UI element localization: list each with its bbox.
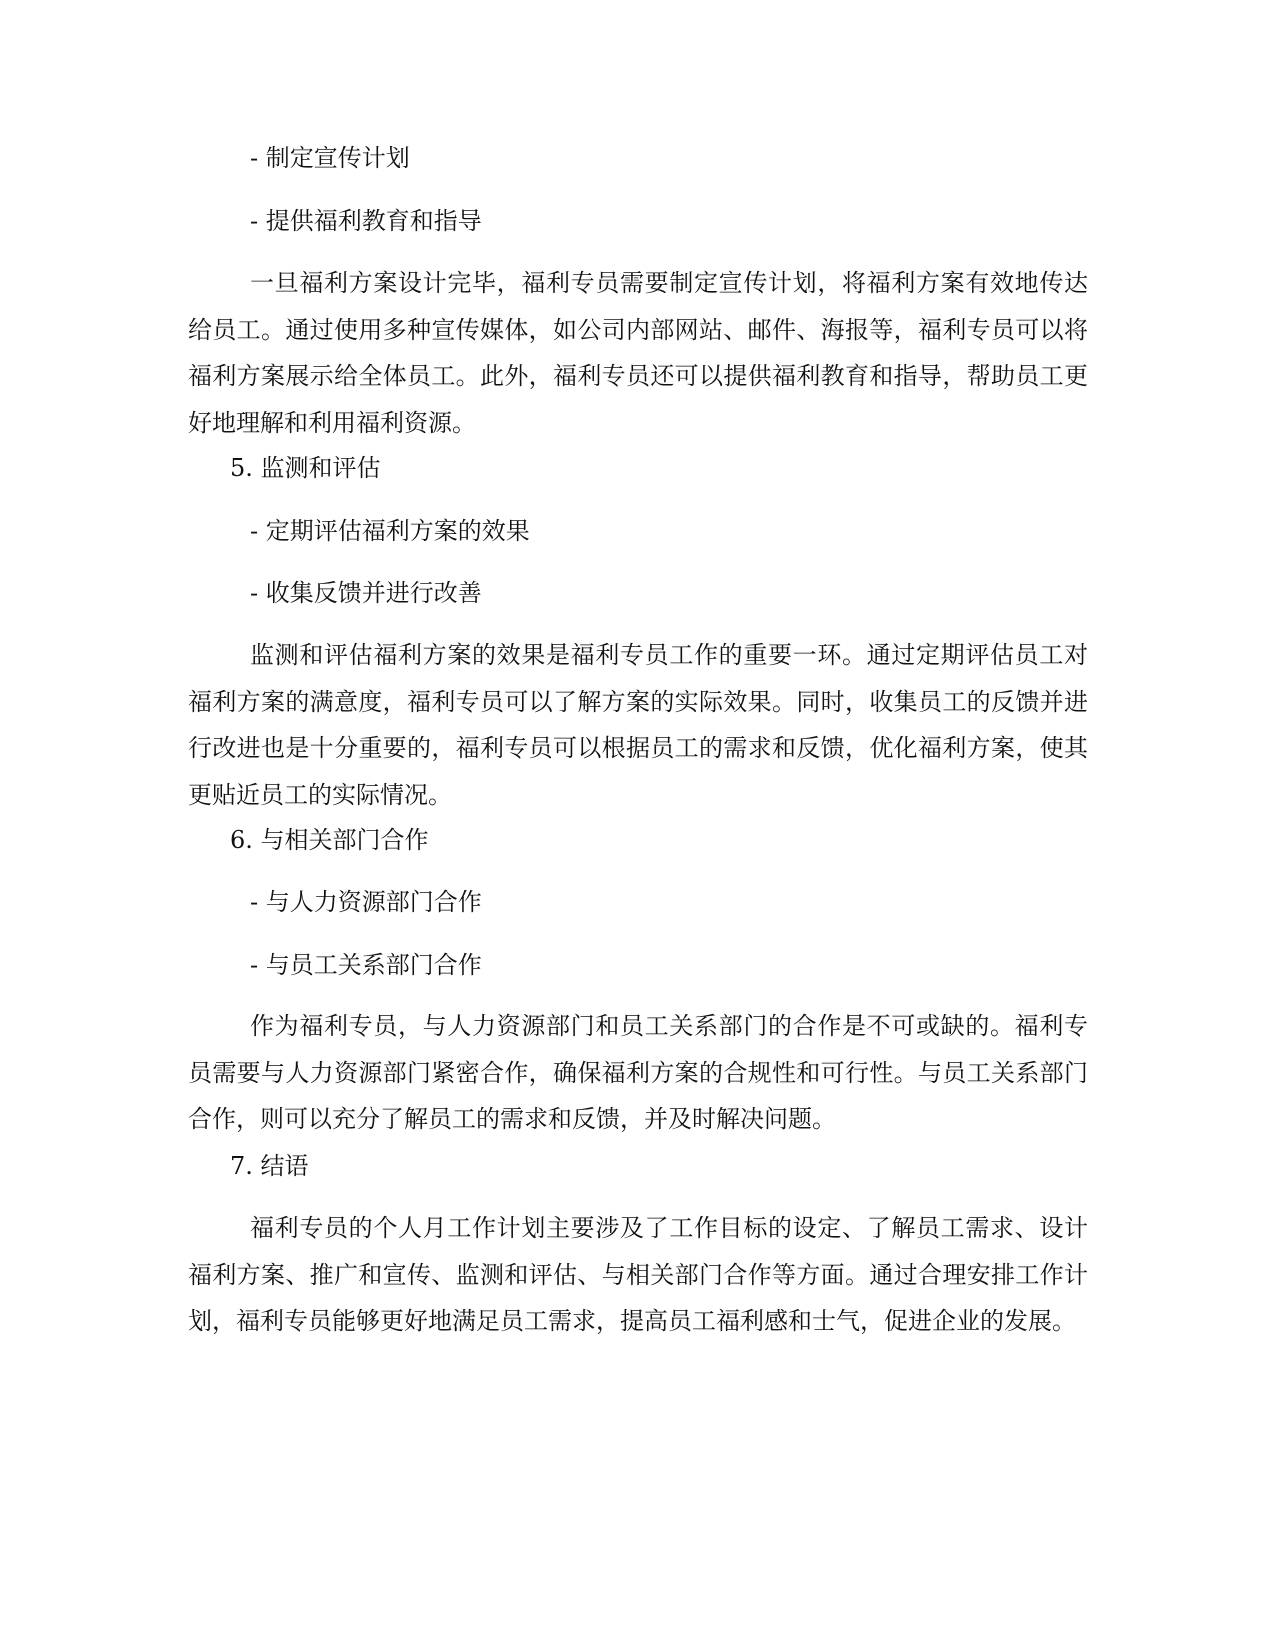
bullet-item: - 收集反馈并进行改善: [250, 579, 482, 607]
section-heading: 6. 与相关部门合作: [230, 826, 429, 854]
section-heading: 5. 监测和评估: [230, 454, 381, 482]
body-paragraph: 监测和评估福利方案的效果是福利专员工作的重要一环。通过定期评估员工对福利方案的满意度，福利专员可以了解方案的实际效果。同时，收集员工的反馈并进行改进也是十分重要的，福利专员可以根据员工的需求和反馈，优化福利方案，使其更贴近员工的实际情况。: [188, 641, 1088, 809]
bullet-item: - 与员工关系部门合作: [250, 951, 482, 979]
section-heading: 7. 结语: [230, 1152, 309, 1180]
bullet-item: - 与人力资源部门合作: [250, 888, 482, 916]
bullet-item: - 定期评估福利方案的效果: [250, 517, 530, 545]
body-paragraph: 福利专员的个人月工作计划主要涉及了工作目标的设定、了解员工需求、设计福利方案、推广和宣传、监测和评估、与相关部门合作等方面。通过合理安排工作计划，福利专员能够更好地满足员工需求，提高员工福利感和士气，促进企业的发展。: [188, 1214, 1088, 1335]
body-paragraph: 一旦福利方案设计完毕，福利专员需要制定宣传计划，将福利方案有效地传达给员工。通过使用多种宣传媒体，如公司内部网站、邮件、海报等，福利专员可以将福利方案展示给全体员工。此外，福利专员还可以提供福利教育和指导，帮助员工更好地理解和利用福利资源。: [188, 269, 1088, 437]
bullet-item: - 制定宣传计划: [250, 144, 410, 172]
bullet-item: - 提供福利教育和指导: [250, 207, 482, 235]
body-paragraph: 作为福利专员，与人力资源部门和员工关系部门的合作是不可或缺的。福利专员需要与人力资源部门紧密合作，确保福利方案的合规性和可行性。与员工关系部门合作，则可以充分了解员工的需求和反馈，并及时解决问题。: [188, 1012, 1088, 1133]
